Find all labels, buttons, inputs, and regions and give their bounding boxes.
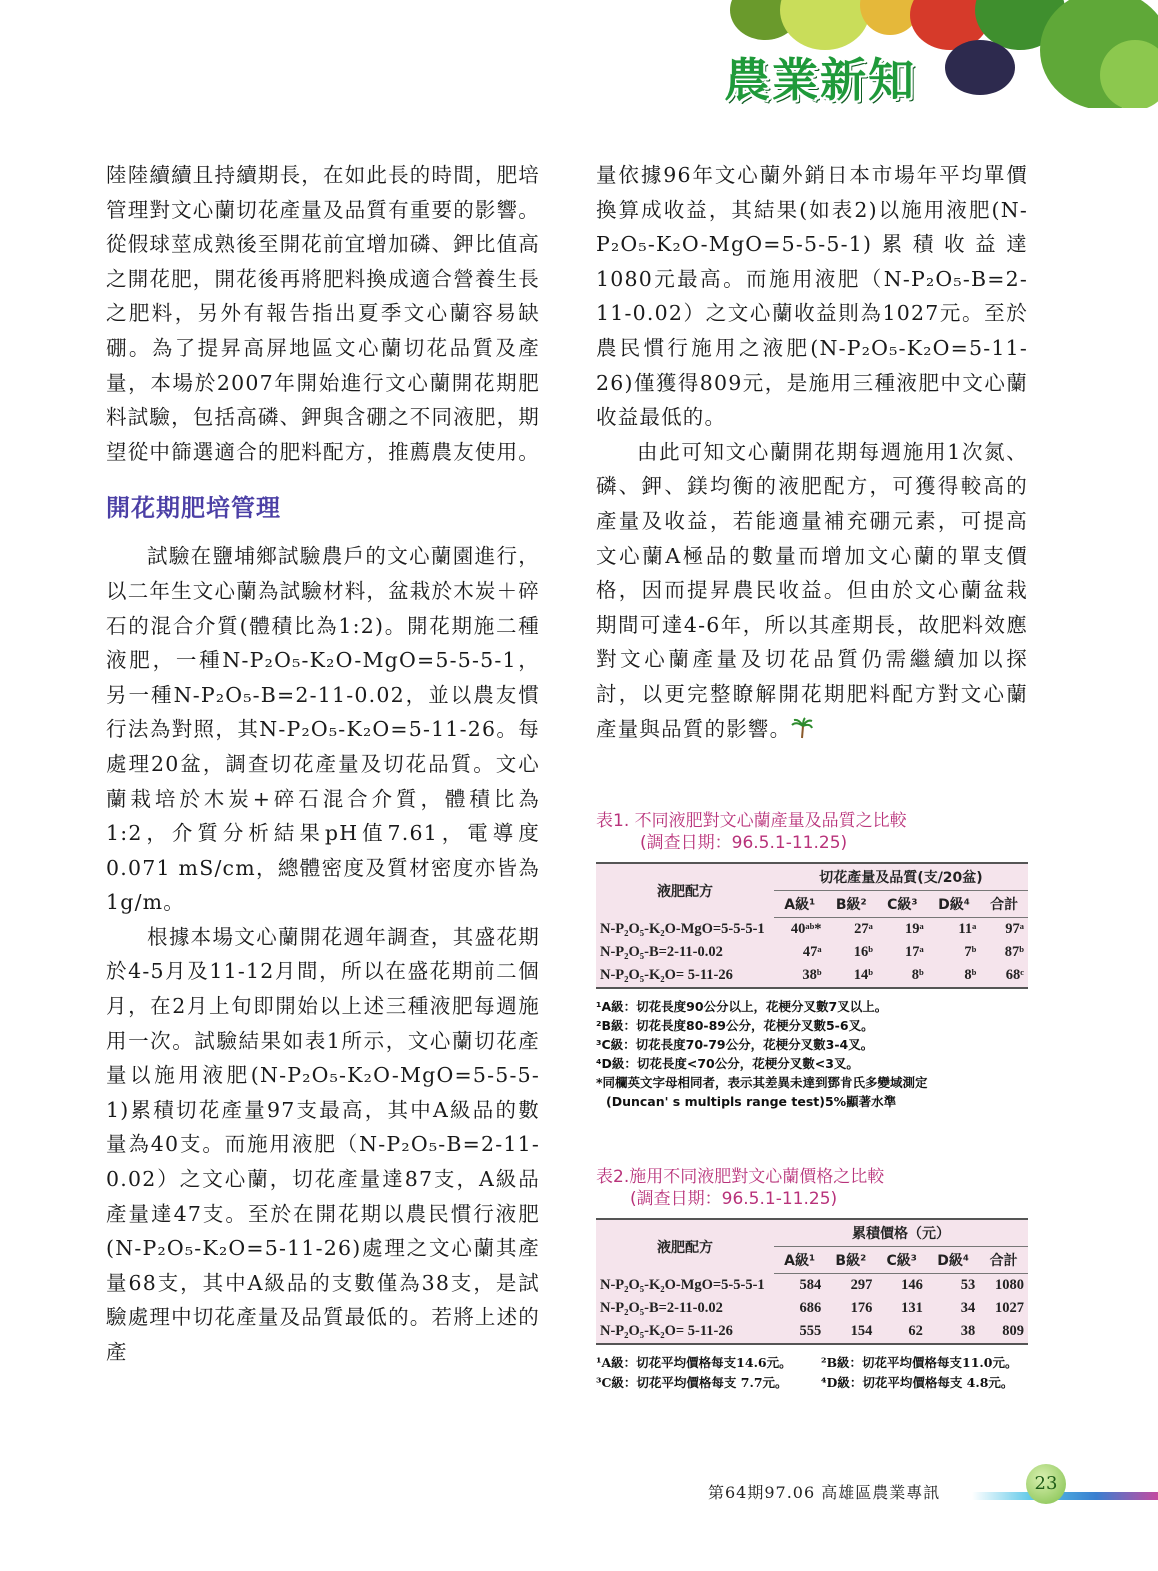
table-note: (Duncan' s multipls range test)5%顯著水準 [606, 1094, 897, 1109]
table-row: N-P₂O₅-K₂O-MgO=5-5-5-1 584 297 146 53 1080 [600, 1276, 1024, 1293]
table-column-header: A級¹ [774, 1247, 825, 1274]
paragraph: 由此可知文心蘭開花期每週施用1次氮、磷、鉀、鎂均衡的液肥配方，可獲得較高的產量及收益，若能適量補充硼元素，可提高文心蘭A極品的數量而增加文心蘭的單支價格，因而提昇農民收益。但由於文心蘭盆栽期間可達4-6年，所以其產期長，故肥料效應對文心蘭產量及切花品質仍需繼續加以探討，以更完整瞭解開花期肥料配方對文心蘭產量與品質的影響。 [596, 439, 1028, 741]
table-group-header: 累積價格（元） [774, 1219, 1028, 1247]
table-group-header: 切花產量及品質(支/20盆) [774, 863, 1028, 891]
table-column-header: D級⁴ [927, 1247, 979, 1274]
table-column-header: 合計 [979, 1247, 1028, 1274]
table-note: ¹A級：切花平均價格每支14.6元。 [596, 1355, 792, 1370]
table1-title: 表1. 不同液肥對文心蘭產量及品質之比較 (調查日期：96.5.1-11.25) [596, 811, 907, 853]
table-column-header: C級³ [876, 1247, 927, 1274]
paragraph: 根據本場文心蘭開花週年調查，其盛花期於4-5月及11-12月間，所以在盛花期前二個月，在2月上旬即開始以上述三種液肥每週施用一次。試驗結果如表1所示，文心蘭切花產量以施用液肥(N-P₂O₅-K₂O-MgO=5-5-5-1)累積切花產量97支最高，其中A級品的數量為40支。而施用液肥（N-P₂O₅-B=2-11-0.02）之文心蘭，切花產量達87支，A級品產量達47支。至於在開花期以農民慣行液肥(N-P₂O₅-K₂O=5-11-26)處理之文心蘭其產量68支，其中A級品的支數僅為38支，是試驗處理中切花產量及品質最低的。若將上述的產 [106, 924, 540, 1364]
table-note: ³C級：切花長度70-79公分，花梗分叉數3-4叉。 [596, 1037, 874, 1052]
right-column [596, 158, 1028, 746]
table-note: ³C級：切花平均價格每支 7.7元。 [596, 1375, 788, 1390]
table-note: *同欄英文字母相同者，表示其差異未達到鄧肯氏多變域測定 [596, 1075, 928, 1090]
section-logo: 農業新知 [724, 53, 916, 107]
table-row: N-P₂O₅-K₂O= 5-11-26 555 154 62 38 809 [600, 1323, 1024, 1339]
table-row-header: 液肥配方 [657, 1239, 713, 1256]
table-column-header: A級¹ [774, 891, 826, 918]
table-note: ²B級：切花長度80-89公分，花梗分叉數5-6叉。 [596, 1018, 874, 1033]
table-note: ²B級：切花平均價格每支11.0元。 [821, 1355, 1018, 1370]
table-note: ⁴D級：切花平均價格每支 4.8元。 [821, 1375, 1014, 1390]
table2-title: 表2.施用不同液肥對文心蘭價格之比較 (調查日期：96.5.1-11.25) [596, 1167, 885, 1209]
table-column-header: C級³ [877, 891, 928, 918]
table-row: N-P₂O₅-K₂O= 5-11-26 38ᵇ 14ᵇ 8ᵇ 8ᵇ 68ᶜ [600, 967, 1024, 983]
section-heading: 開花期肥培管理 [106, 494, 281, 523]
palm-tree-icon [791, 717, 813, 739]
table2 [596, 1218, 1028, 1345]
table-row-header: 液肥配方 [657, 883, 713, 900]
table2-notes [596, 1353, 1030, 1393]
table1-block [596, 810, 1030, 1111]
footer-issue: 第64期97.06 高雄區農業專訊 [708, 1483, 941, 1502]
table-column-header: B級² [825, 1247, 876, 1274]
table2-block [596, 1166, 1030, 1393]
table1 [596, 862, 1028, 989]
table-note: ⁴D級：切花長度<70公分，花梗分叉數<3叉。 [596, 1056, 859, 1071]
footer-decoration [972, 1492, 1158, 1500]
table-row: N-P₂O₅-K₂O-MgO=5-5-5-1 40ᵃᵇ* 27ᵃ 19ᵃ 11ᵃ 97ᵃ [600, 920, 1024, 937]
table-column-header: D級⁴ [928, 891, 981, 918]
page-number: 23 [1026, 1464, 1066, 1504]
table-column-header: B級² [826, 891, 877, 918]
table1-notes [596, 997, 1030, 1111]
left-column [106, 158, 540, 1370]
paragraph: 試驗在鹽埔鄉試驗農戶的文心蘭園進行，以二年生文心蘭為試驗材料，盆栽於木炭＋碎石的混合介質(體積比為1:2)。開花期施二種液肥，一種N-P₂O₅-K₂O-MgO=5-5-5-1，另一種N-P₂O₅-B=2-11-0.02，並以農友慣行法為對照，其N-P₂O₅-K₂O=5-11-26。每處理20盆，調查切花產量及切花品質。文心蘭栽培於木炭+碎石混合介質，體積比為1:2，介質分析結果pH值7.61，電導度0.071 mS/cm，總體密度及質材密度亦皆為1g/m。 [106, 544, 540, 915]
paragraph: 量依據96年文心蘭外銷日本市場年平均單價換算成收益，其結果(如表2)以施用液肥(N-P₂O₅-K₂O-MgO=5-5-5-1)累積收益達1080元最高。而施用液肥（N-P₂O₅-B=2-11-0.02）之文心蘭收益則為1027元。至於農民慣行施用之液肥(N-P₂O₅-K₂O=5-11-26)僅獲得809元，是施用三種液肥中文心蘭收益最低的。 [596, 163, 1028, 430]
paragraph: 陸陸續續且持續期長，在如此長的時間，肥培管理對文心蘭切花產量及品質有重要的影響。從假球莖成熟後至開花前宜增加磷、鉀比值高之開花肥，開花後再將肥料換成適合營養生長之肥料，另外有報告指出夏季文心蘭容易缺硼。為了提昇高屏地區文心蘭切花品質及產量，本場於2007年開始進行文心蘭開花期肥料試驗，包括高磷、鉀與含硼之不同液肥，期望從中篩選適合的肥料配方，推薦農友使用。 [106, 163, 540, 464]
table-column-header: 合計 [980, 891, 1028, 918]
table-row: N-P₂O₅-B=2-11-0.02 47ᵃ 16ᵇ 17ᵃ 7ᵇ 87ᵇ [600, 944, 1024, 960]
table-row: N-P₂O₅-B=2-11-0.02 686 176 131 34 1027 [600, 1300, 1024, 1316]
table-note: ¹A級：切花長度90公分以上，花梗分叉數7叉以上。 [596, 999, 888, 1014]
